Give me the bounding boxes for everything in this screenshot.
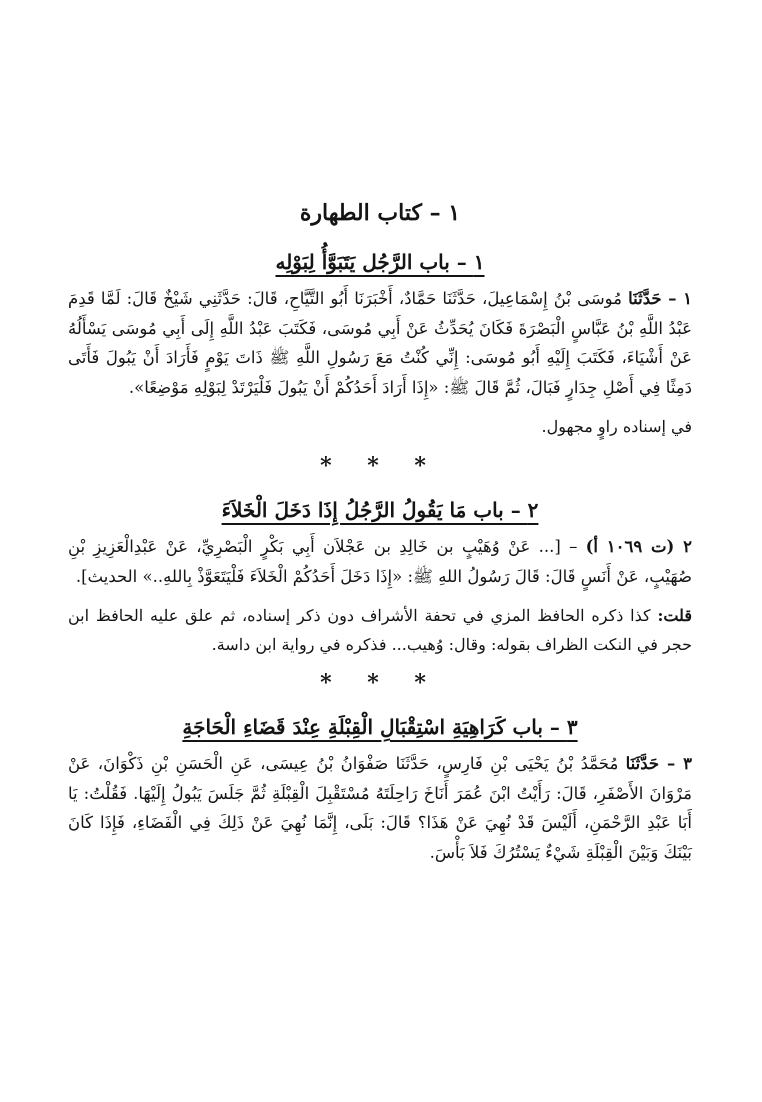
hadith-lead: ١ – حَدَّثَنَا bbox=[628, 289, 692, 308]
hadith-text: مُوسَى بْنُ إِسْمَاعِيلَ، حَدَّثَنَا حَمَّادٌ، أَخْبَرَنَا أَبُو التَّيَّاحِ، قَالَ: حَدَّثَنِي شَيْخٌ قَالَ: لَمَّا قَدِمَ عَبْدُ اللَّهِ بْنُ عَبَّاسٍ الْبَصْرَةَ فَكَانَ يُحَدِّثُ عَنْ أَبِي مُوسَى، فَكَتَبَ عَبْدُ اللَّهِ إِلَى أَبِي مُوسَى يَسْأَلُهُ عَنْ أَشْيَاءَ، فَكَتَبَ إِلَيْهِ أَبُو مُوسَى: إِنِّي كُنْتُ مَعَ رَسُولِ اللَّهِ ﷺ ذَاتَ يَوْمٍ فَأَرَادَ أَنْ يَبُولَ فَأَتَى دَمِثًا فِي أَصْلِ جِدَارٍ فَبَالَ، ثُمَّ قَالَ ﷺ: «إِذَا أَرَادَ أَحَدُكُمْ أَنْ يَبُولَ فَلْيَرْتَدْ لِبَوْلِهِ مَوْضِعًا». bbox=[68, 289, 692, 397]
commentary-note bbox=[68, 412, 692, 442]
hadith-paragraph bbox=[68, 532, 692, 591]
chapter-heading-text: ١ – باب الرَّجُل يَتَبَوَّأُ لِبَوْلِه bbox=[275, 250, 485, 274]
hadith-lead: ٢ (ت ١٠٦٩ أ) bbox=[585, 537, 692, 556]
book-title: ١ – كتاب الطهارة bbox=[299, 200, 461, 226]
chapter-heading bbox=[68, 488, 692, 532]
note-text: في إسناده راوٍ مجهول. bbox=[541, 417, 692, 436]
hadith-paragraph bbox=[68, 284, 692, 402]
chapter-3 bbox=[68, 705, 692, 867]
chapter-heading bbox=[68, 240, 692, 284]
chapter-heading-text: ٣ – باب كَرَاهِيَةِ اسْتِقْبَالِ الْقِبْلَةِ عِنْدَ قَضَاءِ الْحَاجَةِ bbox=[182, 715, 578, 739]
hadith-paragraph bbox=[68, 749, 692, 867]
chapter-heading-text: ٢ – باب مَا يَقُولُ الرَّجُلُ إِذَا دَخَلَ الْخَلاَءَ bbox=[221, 498, 539, 522]
page-content bbox=[68, 190, 692, 867]
section-separator: * * * bbox=[320, 453, 440, 479]
note-label: قلت: bbox=[657, 606, 692, 625]
chapter-1 bbox=[68, 240, 692, 442]
hadith-text: – [... عَنْ وُهَيْبٍ بن خَالِدِ بن عَجْلاَن أَبِي بَكْرٍ الْبَصْرِيِّ، عَنْ عَبْدِالْعَزِيزِ بْنِ صُهَيْبٍ، عَنْ أَنَسٍ قَالَ: قَالَ رَسُولُ اللهِ ﷺ: «إِذَا دَخَلَ أَحَدُكُمْ الْخَلاَءَ فَلْيَتَعَوَّذْ بِاللهِ..» الحديث]. bbox=[68, 537, 692, 586]
section-separator: * * * bbox=[320, 670, 440, 696]
commentary-note bbox=[68, 601, 692, 659]
hadith-lead: ٣ – حَدَّثَنَا bbox=[625, 754, 692, 773]
chapter-2 bbox=[68, 488, 692, 659]
hadith-text: مُحَمَّدُ بْنُ يَحْيَى بْنِ فَارِسٍ، حَدَّثَنَا صَفْوَانُ بْنُ عِيسَى، عَنِ الْحَسَنِ بْنِ ذَكْوَانَ، عَنْ مَرْوَانَ الأَصْفَرِ، قَالَ: رَأَيْتُ ابْنَ عُمَرَ أَنَاخَ رَاحِلَتَهُ مُسْتَقْبِلَ الْقِبْلَةِ ثُمَّ جَلَسَ يَبُولُ إِلَيْهَا. فَقُلْتُ: يَا أَبَا عَبْدِ الرَّحْمَنِ، أَلَيْسَ قَدْ نُهِيَ عَنْ هَذَا؟ قَالَ: بَلَى، إِنَّمَا نُهِيَ عَنْ ذَلِكَ فِي الْفَضَاءِ، فَإِذَا كَانَ بَيْنَكَ وَبَيْنَ الْقِبْلَةِ شَيْءٌ يَسْتُرُكَ فَلاَ بَأْسَ. bbox=[68, 754, 692, 862]
chapter-heading bbox=[68, 705, 692, 749]
note-text: كذا ذكره الحافظ المزي في تحفة الأشراف دون ذكر إسناده، ثم علق عليه الحافظ ابن حجر في النكت الظراف بقوله: وقال: وُهيب... فذكره في رواية ابن داسة. bbox=[68, 606, 692, 654]
